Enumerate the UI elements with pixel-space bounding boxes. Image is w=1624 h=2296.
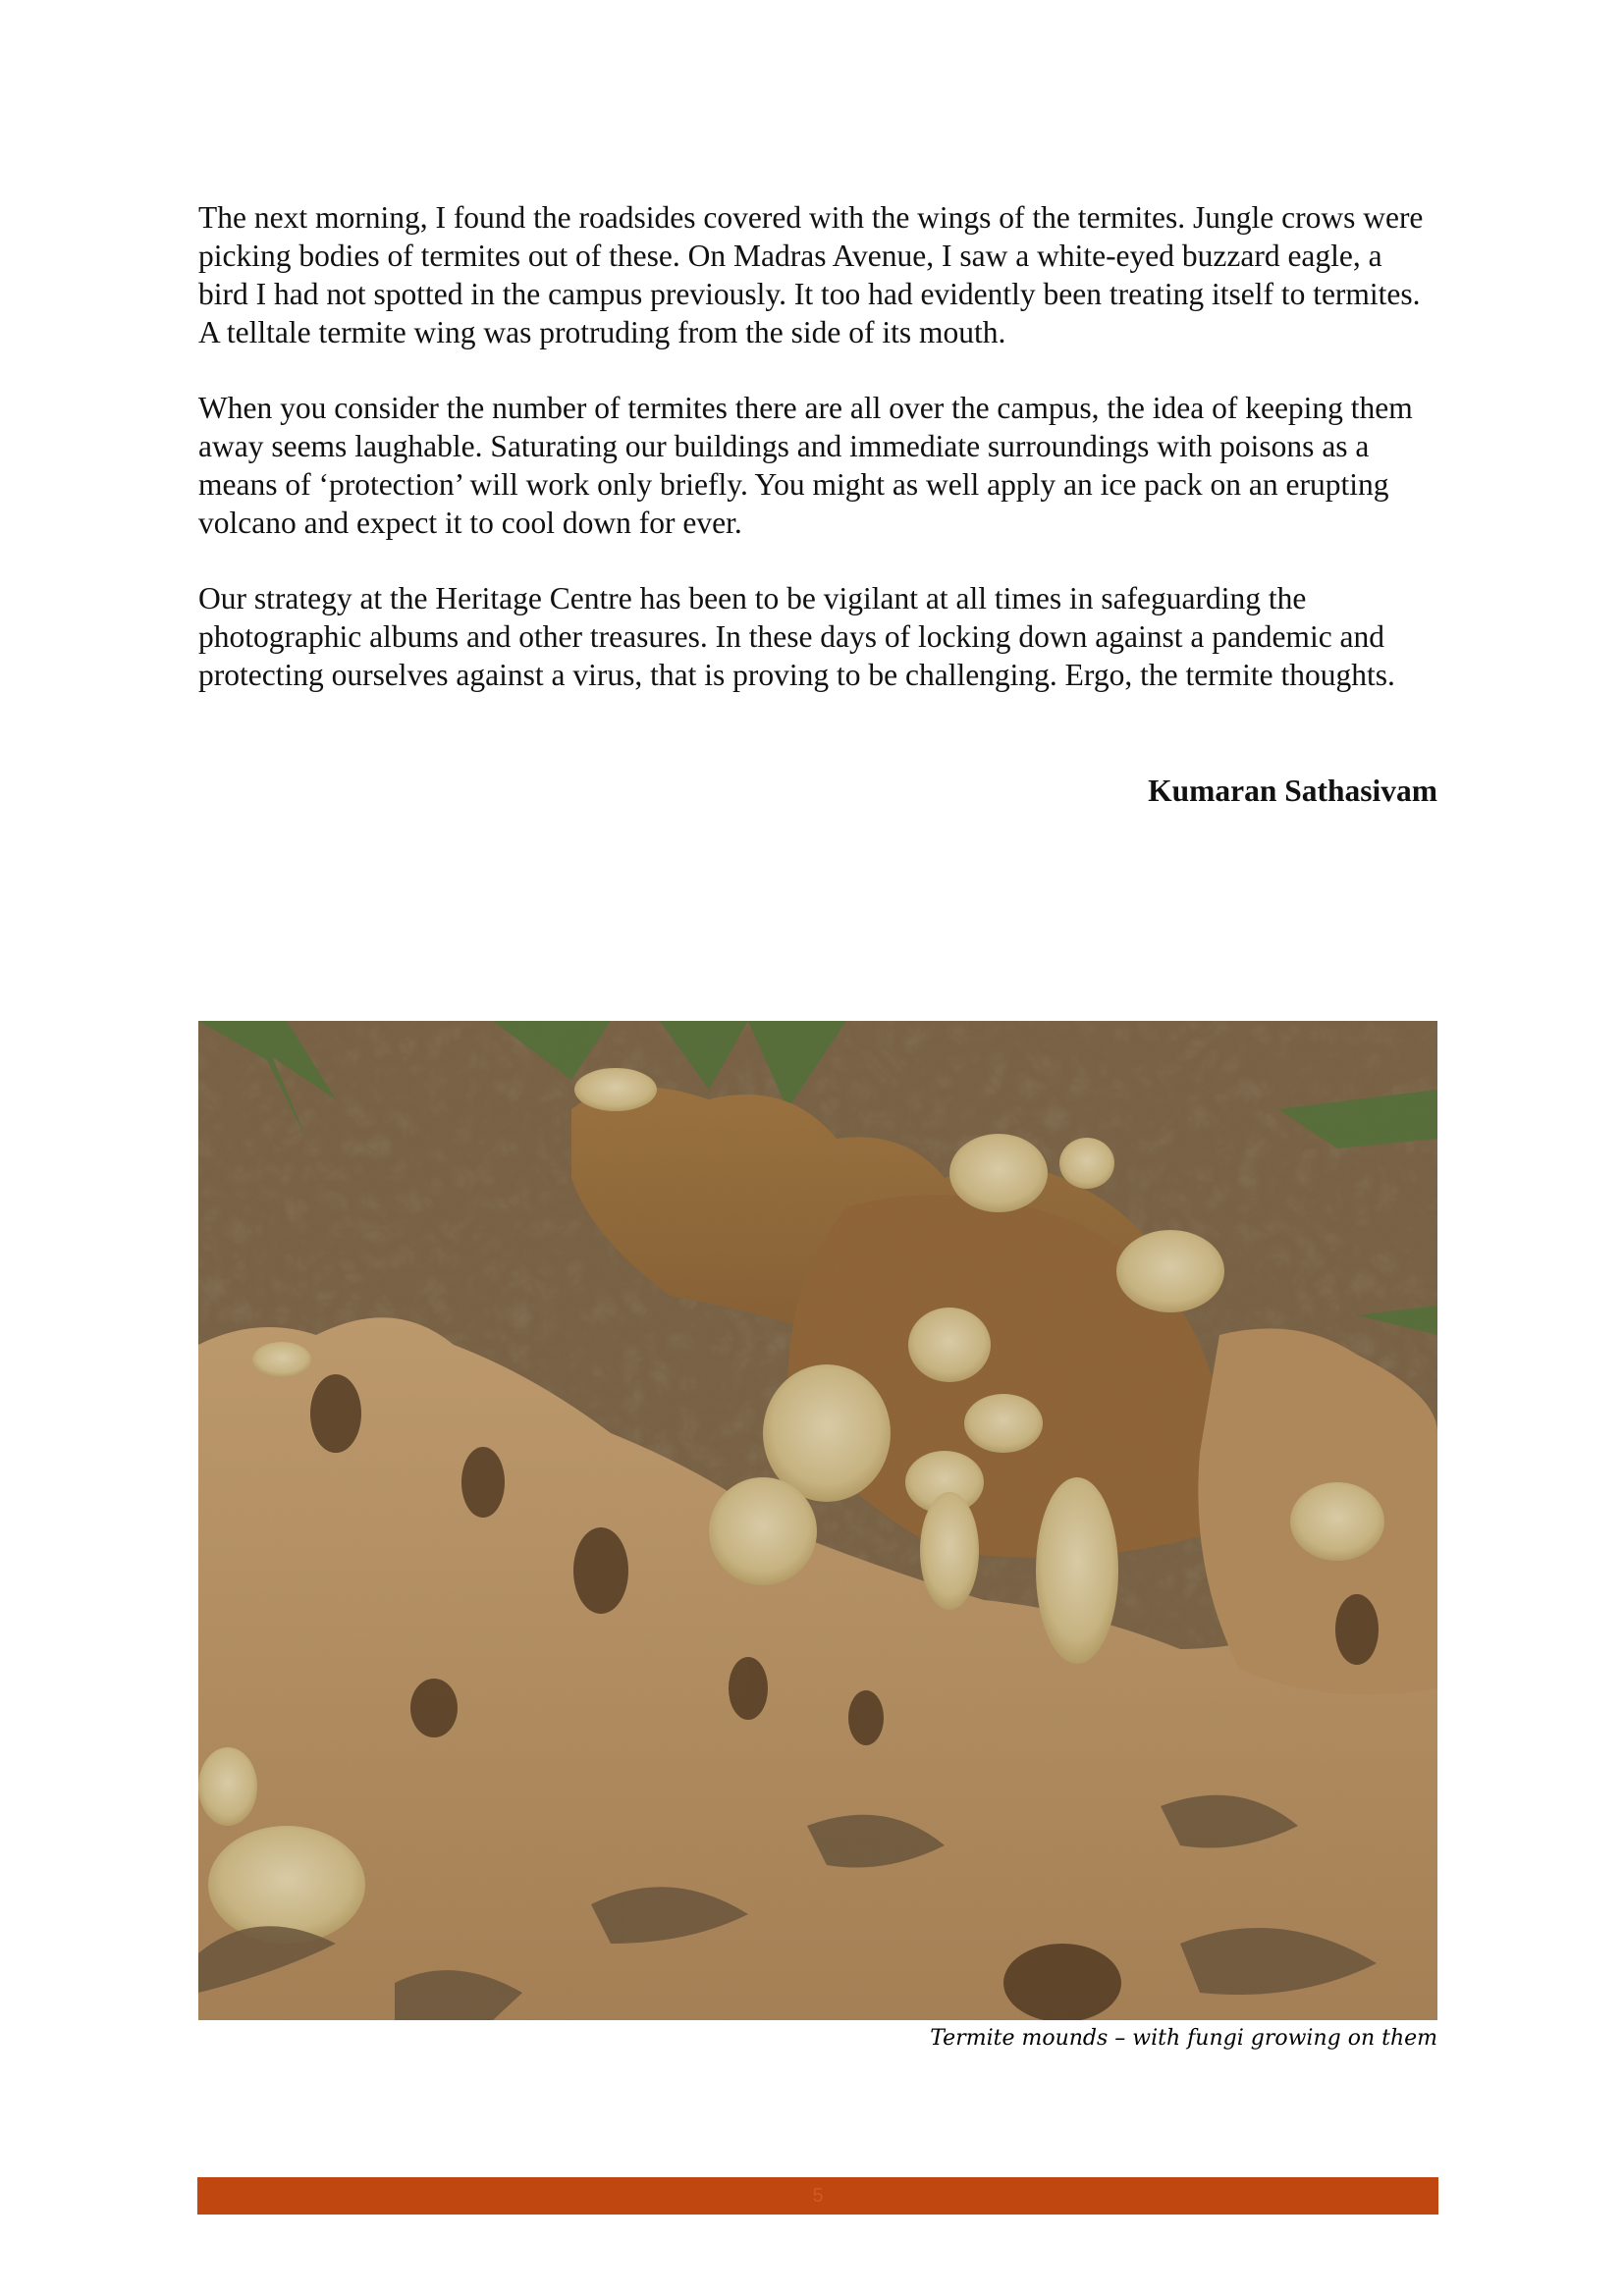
paragraph-3: Our strategy at the Heritage Centre has been to be vigilant at all times in safeguarding the photographic albums and other treasures. In these days of locking down against a pandemic and protecting ourselves against a virus, that is proving to be challenging. Ergo, the termite thoughts. xyxy=(198,581,1395,692)
termite-mound-photo xyxy=(198,1021,1437,2020)
paragraph-2: When you consider the number of termites there are all over the campus, the idea of keeping them away seems laughable. Saturating our buildings and immediate surroundings with poisons as a means of ‘protection’ will work only briefly. You might as well apply an ice pack on an erupting volcano and expect it to cool down for ever. xyxy=(198,391,1413,540)
photo-illustration xyxy=(198,1021,1437,2020)
footer-bar xyxy=(197,2177,1438,2215)
paragraph-1: The next morning, I found the roadsides covered with the wings of the termites. Jungle crows were picking bodies of termites out of these. On Madras Avenue, I saw a white-eyed buzzard eagle, a bird I had not spotted in the campus previously. It too had evidently been treating itself to termites. A telltale termite wing was protruding from the side of its mouth. xyxy=(198,200,1424,349)
author-name: Kumaran Sathasivam xyxy=(1148,774,1437,808)
photo-caption: Termite mounds – with fungi growing on them xyxy=(930,2026,1437,2051)
page-number: 5 xyxy=(812,2185,824,2207)
